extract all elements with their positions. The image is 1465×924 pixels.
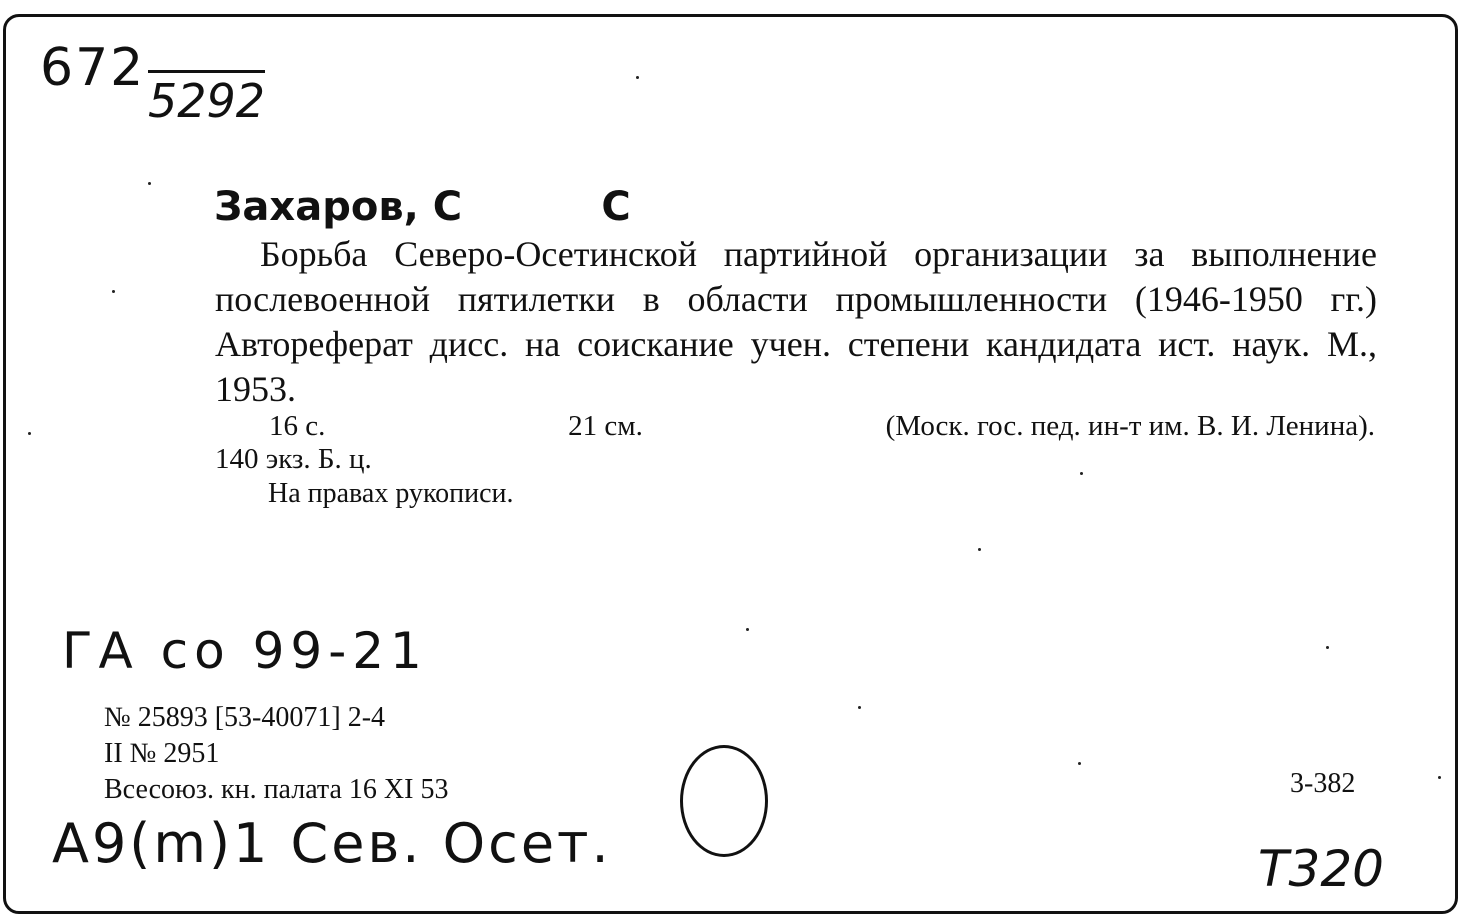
oval-mark (680, 745, 768, 857)
handwritten-shelfmark: А9(m)1 Сев. Осет. (52, 812, 612, 875)
series-note: (Моск. гос. пед. ин-т им. В. И. Ленина). (885, 410, 1375, 442)
manuscript-note: На правах рукописи. (268, 478, 514, 509)
collation-block (215, 410, 1375, 476)
speck (858, 706, 861, 709)
speck (1438, 776, 1441, 779)
speck (1326, 646, 1329, 649)
call-number-top: 672 (40, 38, 146, 98)
speck (746, 628, 749, 631)
collation-row (215, 410, 1375, 443)
speck (112, 290, 115, 293)
speck (1078, 762, 1081, 765)
bib-line-3: Всесоюз. кн. палата 16 XI 53 (104, 774, 449, 805)
handwritten-inventory-number: Т320 (1258, 840, 1384, 898)
format-size: 21 см. (568, 410, 643, 442)
author-heading: Захаров, С С (214, 184, 631, 230)
speck (978, 548, 981, 551)
speck (148, 182, 151, 185)
handwritten-ga-mark: ГА со 99-21 (62, 622, 428, 680)
copies-line: 140 экз. Б. ц. (215, 443, 372, 475)
title-description: Борьба Северо-Осетинской партийной организации за выполнение послевоенной пятилетки в области промышленности (1946-1950 гг.) Автореферат дисс. на соискание учен. степени кандидата ист. наук. М., 1953. (215, 234, 1377, 409)
bibliographic-record (104, 700, 448, 808)
speck (636, 76, 639, 79)
bib-line-2: II № 2951 (104, 738, 220, 769)
call-number-sub: 5292 (148, 70, 265, 127)
speck (1080, 472, 1083, 475)
speck (28, 432, 31, 435)
bib-line-1: № 25893 [53-40071] 2-4 (104, 702, 386, 733)
pages-count: 16 с. (269, 410, 326, 442)
catalog-code: 3-382 (1290, 768, 1356, 799)
